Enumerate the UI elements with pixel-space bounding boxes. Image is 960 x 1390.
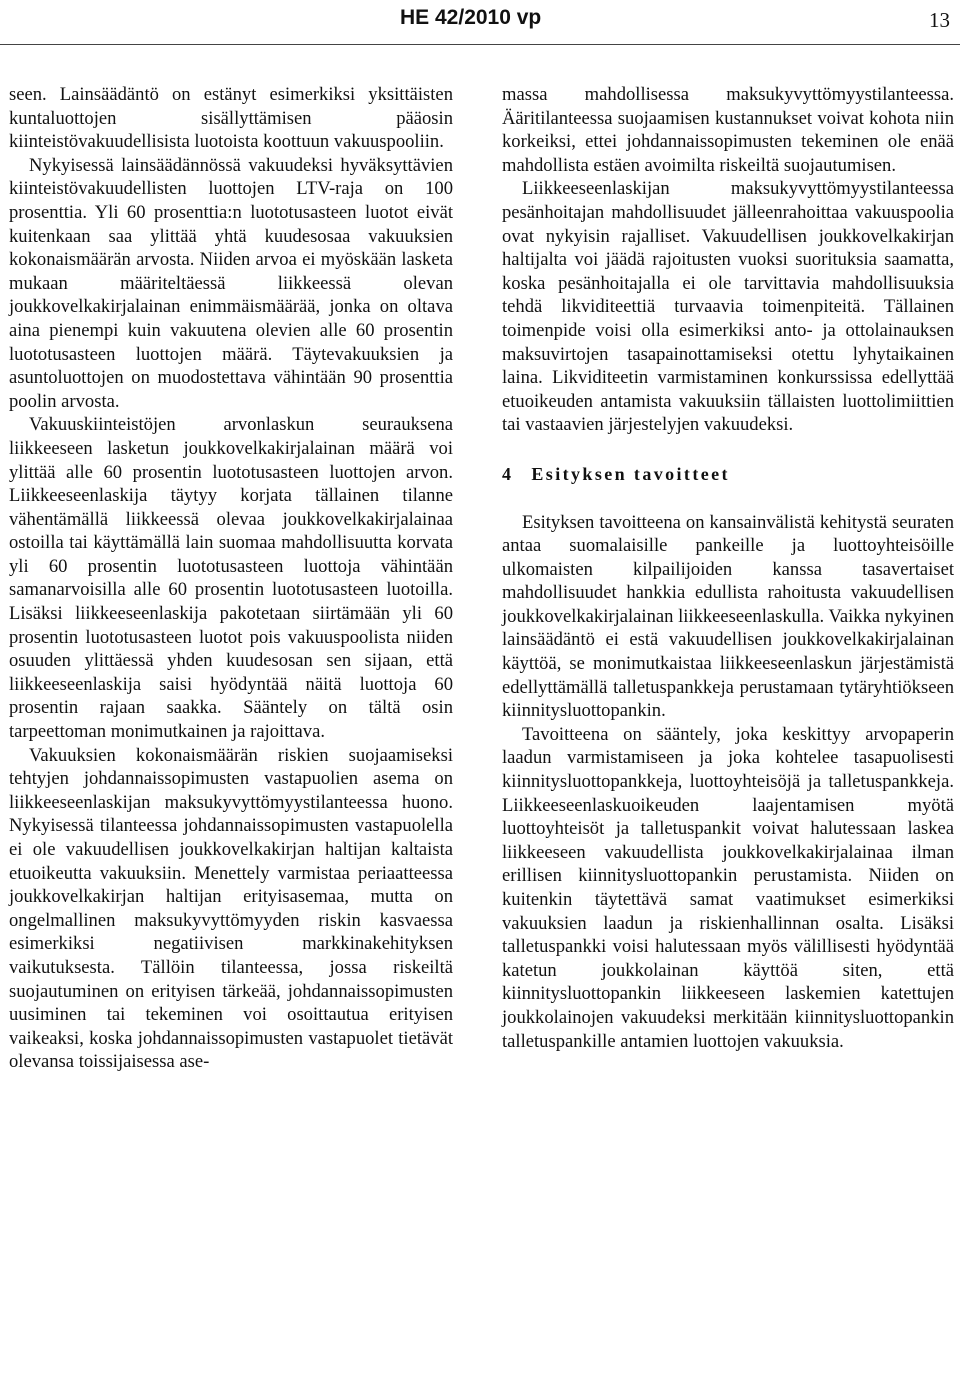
paragraph: Vakuuskiinteistöjen arvonlaskun seurauksena liikkeeseen lasketun joukkovelkakirjalainan määrä voi ylittää alle 60 prosentin luototusasteen luottojen arvon. Liikkeeseenlaskija täytyy korjata tällainen tilanne vähentämällä liikkeessä olevaa joukkovelkakirjalainaa ostoilla tai käyttämällä lain suomaa mahdollisuutta korvata yli 60 prosentin luototusasteen luottoja vähintään samanarvoisilla alle 60 prosentin luototusasteen luotoilla. Lisäksi liikkeeseenlaskija pakotetaan siirtämään yli 60 prosentin luototusasteen luotot pois vakuuspoolista niiden osuuden ylittäessä yhden kuudesosan sen sijaan, että liikkeeseenlaskija saisi hyödyntää näitä luottoja 60 prosentin rajaan saakka. Sääntely on tältä osin tarpeettoman monimutkainen ja rajoittava. (9, 414, 453, 743)
left-column (9, 83, 453, 1074)
section-title: Esityksen tavoitteet (531, 463, 730, 484)
paragraph: massa mahdollisessa maksukyvyttömyystilanteessa. Ääritilanteessa suojaamisen kustannukset voivat kohota niin korkeiksi, ettei johdannaissopimusten tekeminen ole enää mahdollista estäen avoimilta riskeiltä suojautumisen. (502, 84, 954, 176)
section-number: 4 (502, 463, 514, 484)
document-id: HE 42/2010 vp (400, 6, 542, 29)
paragraph: Liikkeeseenlaskijan maksukyvyttömyystilanteessa pesänhoitajan mahdollisuudet jälleenrahoittaa vakuuspoolia ovat nykyisin rajalliset. Vakuudellisen joukkovelkakirjan haltijalta voi jäädä rajoitusten vuoksi suorituksia saamatta, koska pesänhoitajalla ei ole tarvittavia mahdollisuuksia tehdä likviditeettiä turvaavia toimenpiteitä. Tällainen toimenpide voisi olla esimerkiksi anto- ja ottolainauksen maksuvirtojen tasapainottamiseksi otettu lyhytaikainen laina. Likviditeetin varmistaminen konkurssissa edellyttää etuoikeuden antamista vakuuksiin tällaisten luottolimiittien tai vastaavien järjestelyjen vakuudeksi. (502, 178, 954, 436)
paragraph: seen. Lainsäädäntö on estänyt esimerkiksi yksittäisten kuntaluottojen sisällyttämisen pääosin kiinteistövakuudellisista luotoista koottuun vakuuspooliin. (9, 84, 453, 153)
paragraph: Vakuuksien kokonaismäärän riskien suojaamiseksi tehtyjen johdannaissopimusten vastapuolien asema on liikkeeseenlaskijan maksukyvyttömyystilanteessa huono. Nykyisessä tilanteessa johdannaissopimusten vastapuolella ei ole vakuudellisen joukkovelkakirjan haltijan kaltaista etuoikeutta vakuuksiin. Menettely varmistaa periaatteessa joukkovelkakirjan haltijan erityisasemaa, mutta on ongelmallinen maksukyvyttömyyden riskin kasvaessa esimerkiksi negatiivisen markkinakehityksen vaikutuksesta. Tällöin tilanteessa, jossa riskeiltä suojautuminen on erityisen tärkeää, johdannaissopimusten uusiminen tai tekeminen voi osoittautua erityisen vaikeaksi, koska johdannaissopimusten vastapuolet tietävät olevansa toissijaisessa ase- (9, 744, 453, 1073)
page-number: 13 (929, 8, 950, 32)
page-header (0, 4, 960, 48)
right-column (502, 83, 954, 1053)
header-rule (0, 44, 960, 45)
paragraph: Tavoitteena on sääntely, joka keskittyy arvopaperin laadun varmistamiseen ja joka kohtelee tasapuolisesti kiinnitysluottopankkeja, luottoyhteisöjä ja talletuspankkeja. Liikkeeseenlaskuoikeuden laajentamisen myötä luottoyhteisöt ja talletuspankit voivat halutessaan laskea liikkeeseen vakuudellista joukkovelkakirjalainaa ilman erillisen kiinnitysluottopankin perustamista. Niiden on kuitenkin täytettävä samat vaatimukset esimerkiksi vakuuksien laadun ja riskienhallinnan osalta. Lisäksi talletuspankki voisi halutessaan myös välillisesti hyödyntää katetun joukkolainan käyttöä siten, että kiinnitysluottopankin liikkeeseen laskemien katettujen joukkolainojen vakuudeksi merkitään kiinnitysluottopankin talletuspankille antamien luottojen vakuuksia. (502, 723, 954, 1052)
paragraph: Nykyisessä lainsäädännössä vakuudeksi hyväksyttävien kiinteistövakuudellisten luottojen LTV-raja on 100 prosenttia. Yli 60 prosenttia:n luototusasteen luotot eivät kuitenkaan saa ylittää yhtä kuudesosaa vakuuksien kokonaismäärän arvosta. Niiden arvoa ei myöskään lasketa mukaan määriteltäessä liikkeessä olevan joukkovelkakirjalainan enimmäismäärää, jonka on oltava aina pienempi kuin vakuutena olevien alle 60 prosentin luototusasteen luottojen määrä. Täytevakuuksien ja asuntoluottojen on muodostettava vähintään 90 prosenttia poolin arvosta. (9, 154, 453, 412)
paragraph: Esityksen tavoitteena on kansainvälistä kehitystä seuraten antaa suomalaisille pankeille ja luottoyhteisöille ulkomaisten kilpailijoiden kanssa tasavertaiset mahdollisuudet hankkia edullista rahoitusta vakuudellisen joukkovelkakirjalainan liikkeeseenlaskulla. Vaikka nykyinen lainsäädäntö ei estä vakuudellisen joukkovelkakirjalainan käyttöä, se monimutkaistaa liikkeeseenlaskun järjestämistä edellyttämällä talletuspankkeja perustamaan tytäryhtiökseen kiinnitysluottopankin. (502, 511, 954, 722)
section-heading (502, 463, 954, 487)
